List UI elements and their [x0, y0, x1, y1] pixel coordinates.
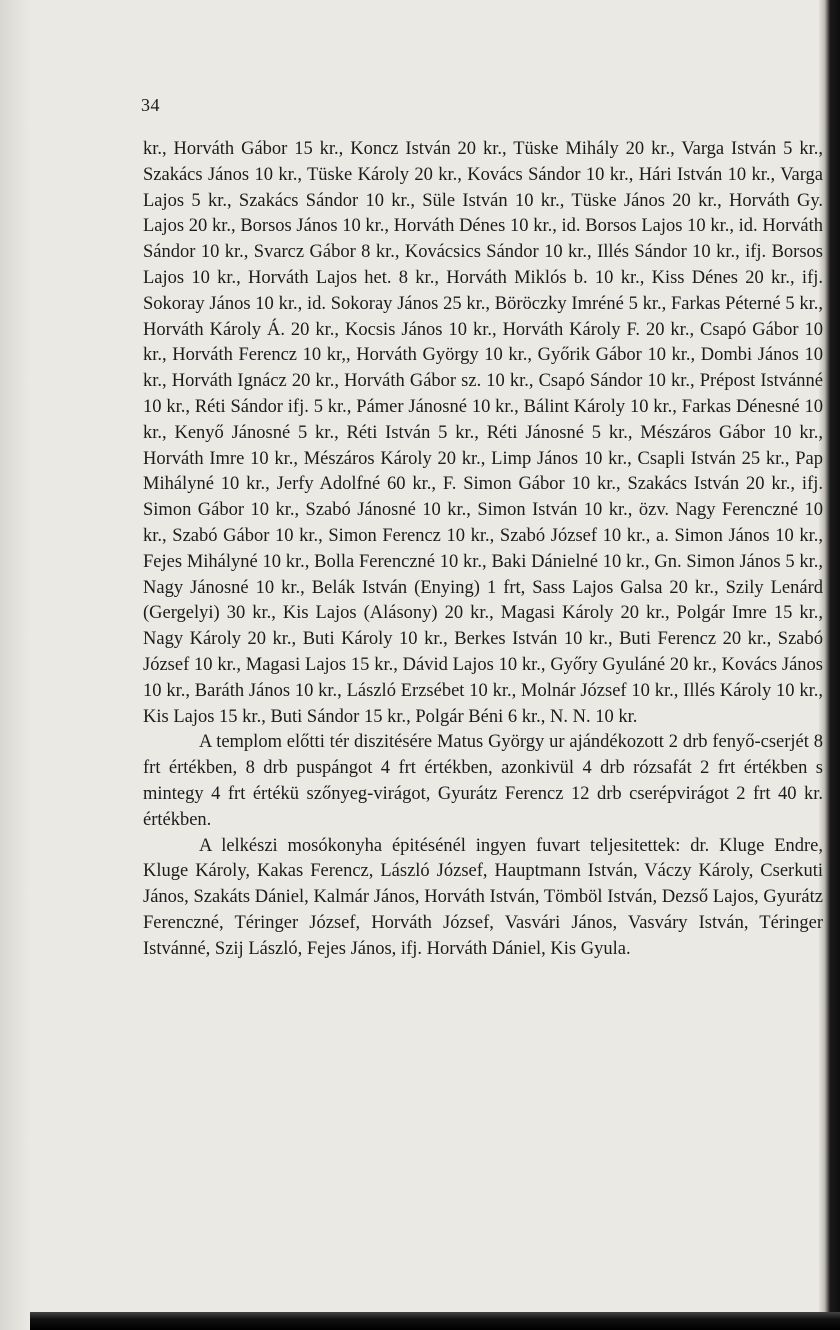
paragraph-church-square: A templom előtti tér diszitésére Matus György ur ajándékozott 2 drb fenyő-cserjét 8 frt értékben, 8 drb puspángot 4 frt értékben, azonkivül 4 drb rózsafát 2 frt értékben s mintegy 4 frt értékü szőnyeg-virágot, Gyurátz Ferencz 12 drb cserépvirágot 2 frt 40 kr. értékben. — [143, 732, 823, 830]
paragraph-donor-list: kr., Horváth Gábor 15 kr., Koncz István 20 kr., Tüske Mihály 20 kr., Varga István 5 kr., Szakács János 10 kr., Tüske Károly 20 kr., Kovács Sándor 10 kr., Hári István 10 kr., Varga Lajos 5 kr., Szakács Sándor 10 kr., Süle István 10 kr., Tüske János 20 kr., Horváth Gy. Lajos 20 kr., Borsos János 10 kr., Horváth Dénes 10 kr., id. Borsos Lajos 10 kr., id. Horváth Sándor 10 kr., Svarcz Gábor 8 kr., Kovácsics Sándor 10 kr., Illés Sándor 10 kr., ifj. Borsos Lajos 10 kr., Horváth Lajos het. 8 kr., Horváth Miklós b. 10 kr., Kiss Dénes 20 kr., ifj. Sokoray János 10 kr., id. Sokoray János 25 kr., Böröczky Imréné 5 kr., Farkas Péterné 5 kr., Horváth Károly Á. 20 kr., Kocsis János 10 kr., Horváth Károly F. 20 kr., Csapó Gábor 10 kr., Horváth Ferencz 10 kr,, Horváth György 10 kr., Győrik Gábor 10 kr., Dombi János 10 kr., Horváth Ignácz 20 kr., Horváth Gábor sz. 10 kr., Csapó Sándor 10 kr., Prépost Istvánné 10 kr., Réti Sándor ifj. 5 kr., Pámer Jánosné 10 kr., Bálint Károly 10 kr., Farkas Dénesné 10 kr., Kenyő Jánosné 5 kr., Réti István 5 kr., Réti Jánosné 5 kr., Mészáros Gábor 10 kr., Horváth Imre 10 kr., Mészáros Károly 20 kr., Limp János 10 kr., Csapli István 25 kr., Pap Mihályné 10 kr., Jerfy Adolfné 60 kr., F. Simon Gábor 10 kr., Szakács István 20 kr., ifj. Simon Gábor 10 kr., Szabó Jánosné 10 kr., Simon István 10 kr., özv. Nagy Ferenczné 10 kr., Szabó Gábor 10 kr., Simon Ferencz 10 kr., Szabó József 10 kr., a. Simon János 10 kr., Fejes Mihályné 10 kr., Bolla Ferenczné 10 kr., Baki Dánielné 10 kr., Gn. Simon János 5 kr., Nagy Jánosné 10 kr., Belák István (Enying) 1 frt, Sass Lajos Galsa 20 kr., Szily Lenárd (Gergelyi) 30 kr., Kis Lajos (Alásony) 20 kr., Magasi Károly 20 kr., Polgár Imre 15 kr., Nagy Károly 20 kr., Buti Károly 10 kr., Berkes István 10 kr., Buti Ferencz 20 kr., Szabó József 10 kr., Magasi Lajos 15 kr., Dávid Lajos 10 kr., Győry Gyuláné 20 kr., Kovács János 10 kr., Baráth János 10 kr., László Erzsébet 10 kr., Molnár József 10 kr., Illés Károly 10 kr., Kis Lajos 15 kr., Buti Sándor 15 kr., Polgár Béni 6 kr., N. N. 10 kr. — [143, 139, 823, 727]
page-left-margin — [0, 0, 30, 1330]
page-number: 34 — [141, 95, 160, 115]
page-bottom-edge — [30, 1312, 840, 1330]
page-body — [143, 137, 823, 963]
paragraph-laundry-building: A lelkészi mosókonyha épitésénél ingyen fuvart teljesitettek: dr. Kluge Endre, Kluge Károly, Kakas Ferencz, László József, Hauptmann István, Váczy Károly, Cserkuti János, Szakáts Dániel, Kalmár János, Horváth István, Tömböl István, Dezső Lajos, Gyurátz Ferenczné, Téringer József, Horváth József, Vasvári János, Vasváry István, Téringer Istvánné, Szij László, Fejes János, ifj. Horváth Dániel, Kis Gyula. — [143, 835, 823, 959]
